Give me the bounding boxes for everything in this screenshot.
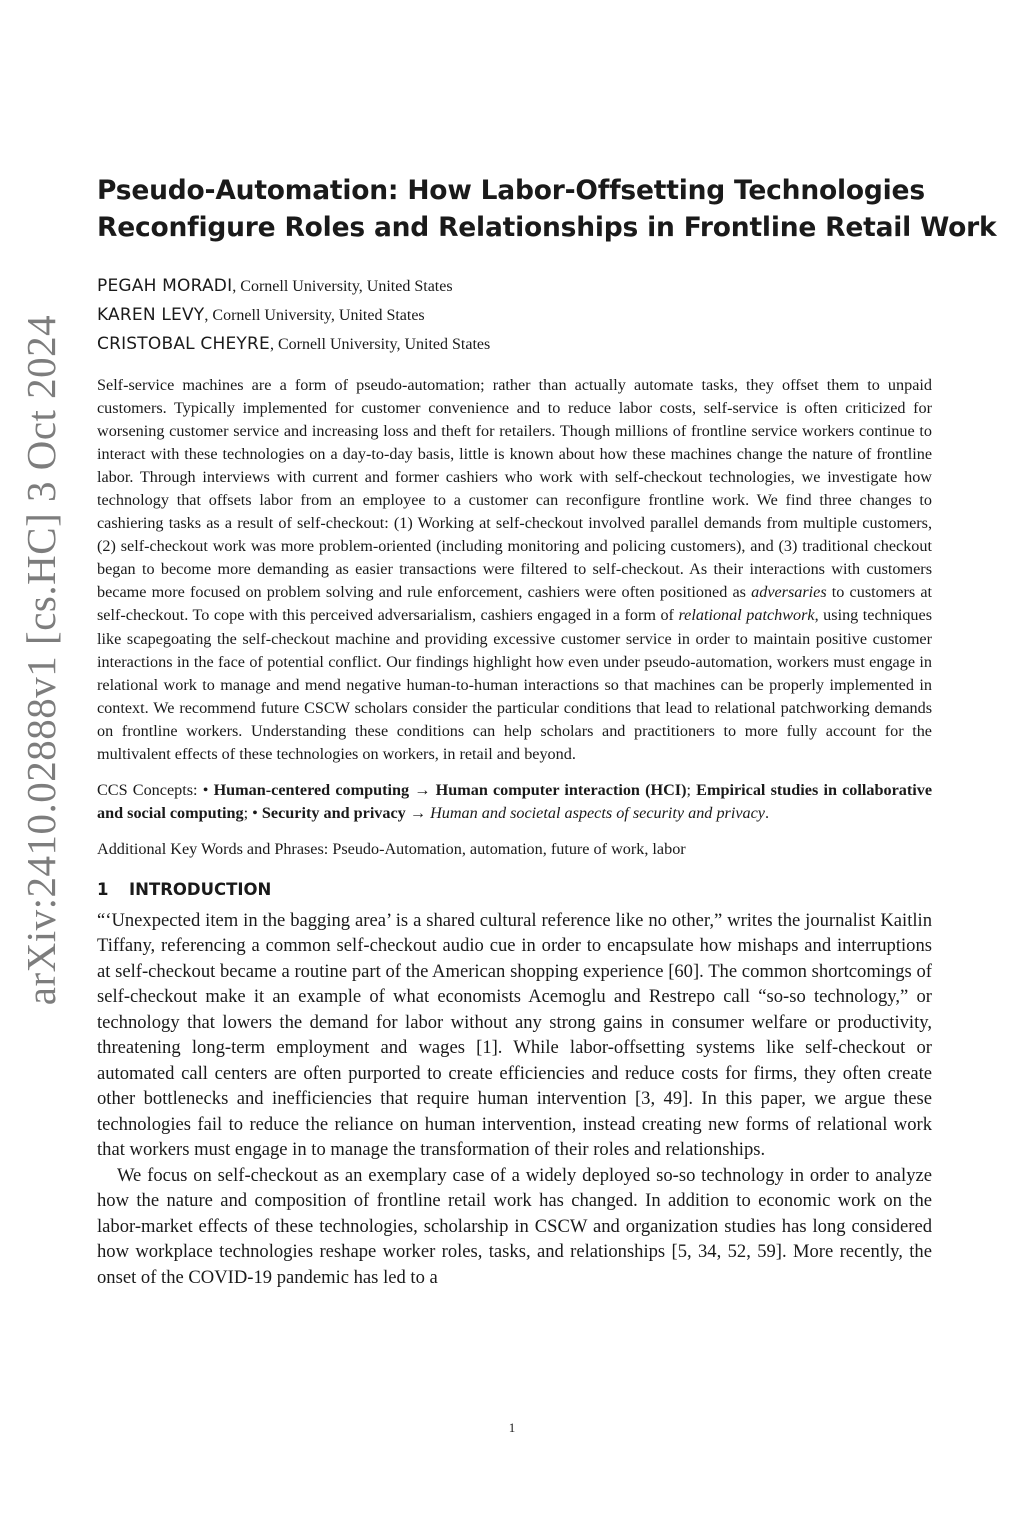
author-name: CRISTOBAL CHEYRE (97, 334, 270, 354)
keywords: Additional Key Words and Phrases: Pseudo-Automation, automation, future of work, labor (97, 839, 686, 858)
ccs-concept: Human-centered computing (213, 780, 410, 799)
ccs-arrow: → (405, 803, 431, 822)
author-entry (97, 330, 932, 359)
ccs-concept-detail: Human and societal aspects of security and privacy (430, 803, 765, 822)
ccs-end: . (765, 803, 770, 822)
paper-title-line-2: Reconfigure Roles and Relationships in Frontline Retail Work (97, 212, 997, 243)
abstract (97, 374, 932, 766)
paper-title (97, 172, 997, 246)
author-name: PEGAH MORADI (97, 276, 233, 296)
ccs-arrow: → (409, 780, 436, 799)
author-name: KAREN LEVY (97, 305, 205, 325)
ccs-concept: Empirical studies in collaborative and social computing (97, 780, 933, 822)
section-heading (97, 878, 932, 902)
author-affiliation: , Cornell University, United States (232, 278, 453, 295)
ccs-separator: ; • (243, 803, 262, 822)
author-entry (97, 301, 932, 330)
section-number: 1 (97, 879, 109, 899)
author-entry (97, 272, 932, 301)
abstract-text: Self-service machines are a form of pseudo-automation; rather than actually automate tasks, they offset them to unpaid customers. Typically implemented for customer convenience and to reduce labor costs, self-service is often criticized for worsening customer service and increasing loss and theft for retailers. Though millions of frontline service workers continue to interact with these technologies on a day-to-day basis, little is known about how these machines change the nature of frontline labor. Through interviews with current and former cashiers who work with self-checkout technologies, we investigate how technology that offsets labor from an employee to a customer can reconfigure frontline work. We find three changes to cashiering tasks as a result of self-checkout: (1) Working at self-checkout involved parallel demands from multiple customers, (2) self-checkout work was more problem-oriented (including monitoring and policing customers), and (3) traditional checkout began to become more demanding as easier transactions were filtered to self-checkout. As their interactions with customers became more focused on problem solving and rule enforcement, cashiers were often positioned as (97, 376, 932, 602)
author-affiliation: , Cornell University, United States (204, 307, 425, 324)
ccs-bullet: • (202, 780, 214, 799)
ccs-concept: Security and privacy (261, 803, 406, 822)
abstract-emphasis-adversaries: adversaries (751, 583, 827, 602)
page-number: 1 (508, 1420, 516, 1435)
ccs-separator: ; (686, 780, 697, 799)
abstract-emphasis-relational-patchwork: relational patchwork (678, 606, 815, 625)
ccs-label: CCS Concepts: (97, 780, 203, 799)
ccs-concepts (97, 779, 932, 825)
section-title: INTRODUCTION (129, 879, 272, 899)
author-affiliation: , Cornell University, United States (269, 336, 491, 353)
abstract-text: , using techniques like scapegoating the self-checkout machine and providing excessive customer service in order to maintain positive customer interactions in the face of potential conflict. Our findings highlight how even under pseudo-automation, workers must engage in relational work to manage and mend negative human-to-human interactions so that machines can be properly implemented in context. We recommend future CSCW scholars consider the particular conditions that lead to relational patchworking demands on frontline workers. Understanding these conditions can help scholars and practitioners to more fully account for the multivalent effects of these technologies on workers, in retail and beyond. (97, 606, 933, 763)
paper-title-line-1: Pseudo-Automation: How Labor-Offsetting Technologies (97, 175, 925, 206)
body-paragraph: “‘Unexpected item in the bagging area’ is a shared cultural reference like no other,” writes the journalist Kaitlin Tiffany, referencing a common self-checkout audio cue in order to encapsulate how mishaps and interruptions at self-checkout became a routine part of the American shopping experience [60]. The common shortcomings of self-checkout make it an example of what economists Acemoglu and Restrepo call “so-so technology,” or technology that lowers the demand for labor without any strong gains in consumer welfare or productivity, threatening long-term employment and wages [1]. While labor-offsetting systems like self-checkout or automated call centers are often purported to create efficiencies and reduce costs for firms, they often create other bottlenecks and inefficiencies that require human intervention [3, 49]. In this paper, we argue these technologies fail to reduce the reliance on human intervention, instead creating new forms of relational work that workers must engage in to manage the transformation of their roles and relationships. (97, 909, 932, 1161)
abstract-text: to customers at self-checkout. To cope with this perceived adversarialism, cashiers engaged in a form of (97, 583, 933, 625)
body-paragraph: We focus on self-checkout as an exemplary case of a widely deployed so-so technology in order to analyze how the nature and composition of frontline retail work has changed. In addition to economic work on the labor-market effects of these technologies, scholarship in CSCW and organization studies has long considered how workplace technologies reshape worker roles, tasks, and relationships [5, 34, 52, 59]. More recently, the onset of the COVID-19 pandemic has led to a (97, 1164, 932, 1288)
paper-page (97, 172, 997, 1290)
author-list (97, 272, 932, 359)
arxiv-identifier-stamp: arXiv:2410.02888v1 [cs.HC] 3 Oct 2024 (18, 314, 64, 1006)
ccs-concept: Human computer interaction (HCI) (435, 780, 687, 799)
